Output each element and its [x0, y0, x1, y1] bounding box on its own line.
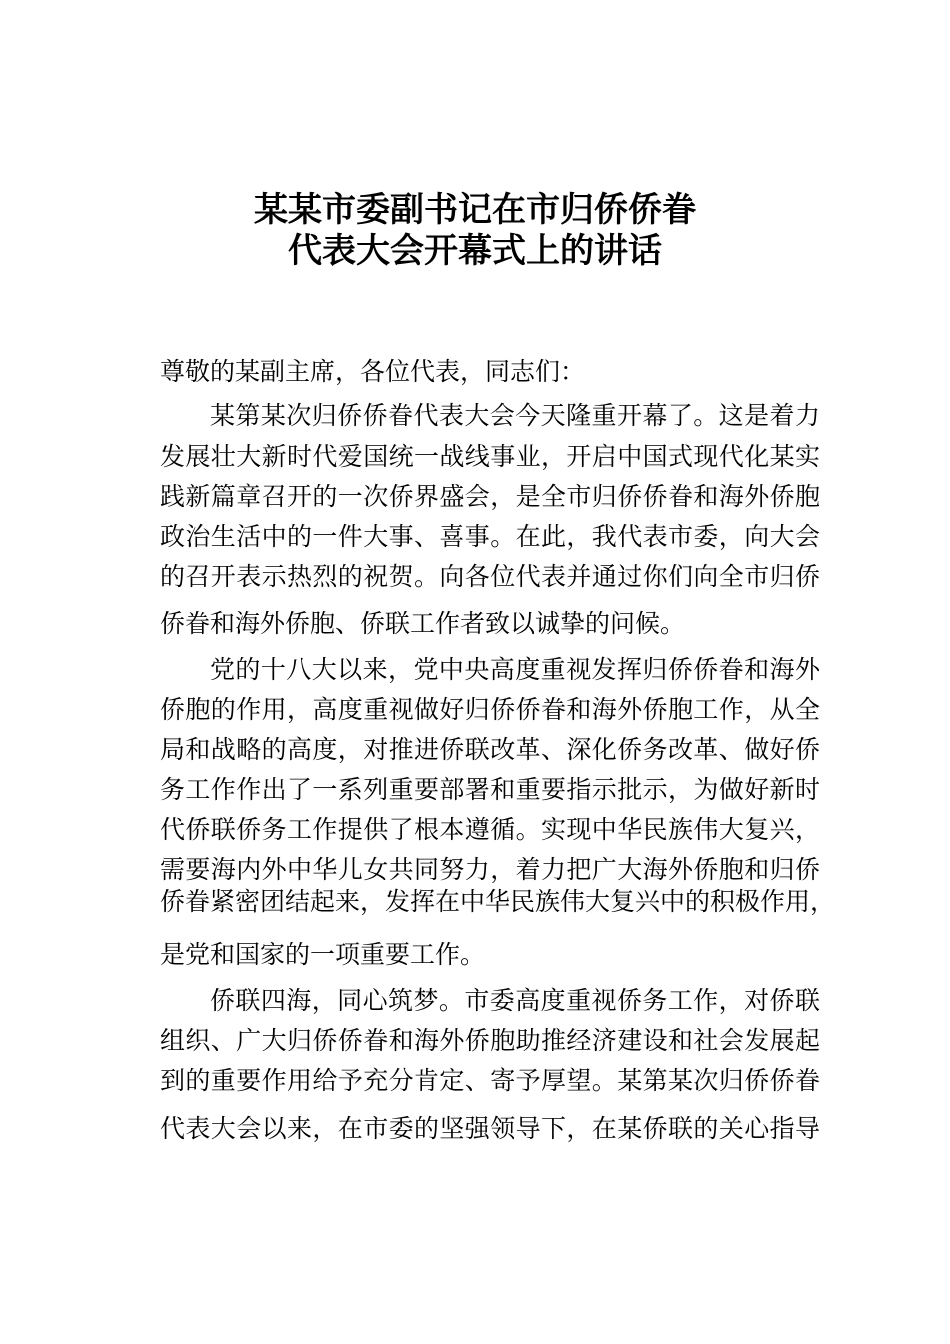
paragraph-line: 的召开表示热烈的祝贺。向各位代表并通过你们向全市归侨 [160, 562, 820, 591]
paragraph-line: 政治生活中的一件大事、喜事。在此，我代表市委，向大会 [160, 522, 820, 551]
paragraph-line: 组织、广大归侨侨眷和海外侨胞助推经济建设和社会发展起 [160, 1026, 820, 1055]
document-title-line-1: 某某市委副书记在市归侨侨眷 [254, 190, 696, 230]
paragraph-line: 发展壮大新时代爱国统一战线事业，开启中国式现代化某实 [160, 442, 820, 471]
paragraph-line: 务工作作出了一系列重要部署和重要指示批示，为做好新时 [160, 775, 820, 804]
paragraph-line: 是党和国家的一项重要工作。 [160, 940, 486, 969]
paragraph-line: 党的十八大以来，党中央高度重视发挥归侨侨眷和海外 [210, 655, 820, 684]
paragraph-line: 局和战略的高度，对推进侨联改革、深化侨务改革、做好侨 [160, 735, 820, 764]
salutation: 尊敬的某副主席，各位代表，同志们： [160, 357, 586, 386]
paragraph-line: 代侨联侨务工作提供了根本遵循。实现中华民族伟大复兴， [160, 815, 820, 844]
paragraph-line: 践新篇章召开的一次侨界盛会，是全市归侨侨眷和海外侨胞 [160, 482, 820, 511]
document-title-line-2: 代表大会开幕式上的讲话 [288, 231, 662, 271]
paragraph-line: 代表大会以来，在市委的坚强领导下，在某侨联的关心指导 [160, 1114, 820, 1143]
paragraph-line: 侨眷和海外侨胞、侨联工作者致以诚挚的问候。 [160, 609, 686, 638]
paragraph-line: 侨胞的作用，高度重视做好归侨侨眷和海外侨胞工作，从全 [160, 695, 820, 724]
paragraph-line: 某第某次归侨侨眷代表大会今天隆重开幕了。这是着力 [210, 401, 820, 430]
paragraph-line: 需要海内外中华儿女共同努力，着力把广大海外侨胞和归侨 [160, 855, 820, 884]
paragraph-line: 侨联四海，同心筑梦。市委高度重视侨务工作，对侨联 [210, 986, 820, 1015]
paragraph-line: 到的重要作用给予充分肯定、寄予厚望。某第某次归侨侨眷 [160, 1066, 820, 1095]
paragraph-line: 侨眷紧密团结起来，发挥在中华民族伟大复兴中的积极作用， [160, 887, 836, 916]
